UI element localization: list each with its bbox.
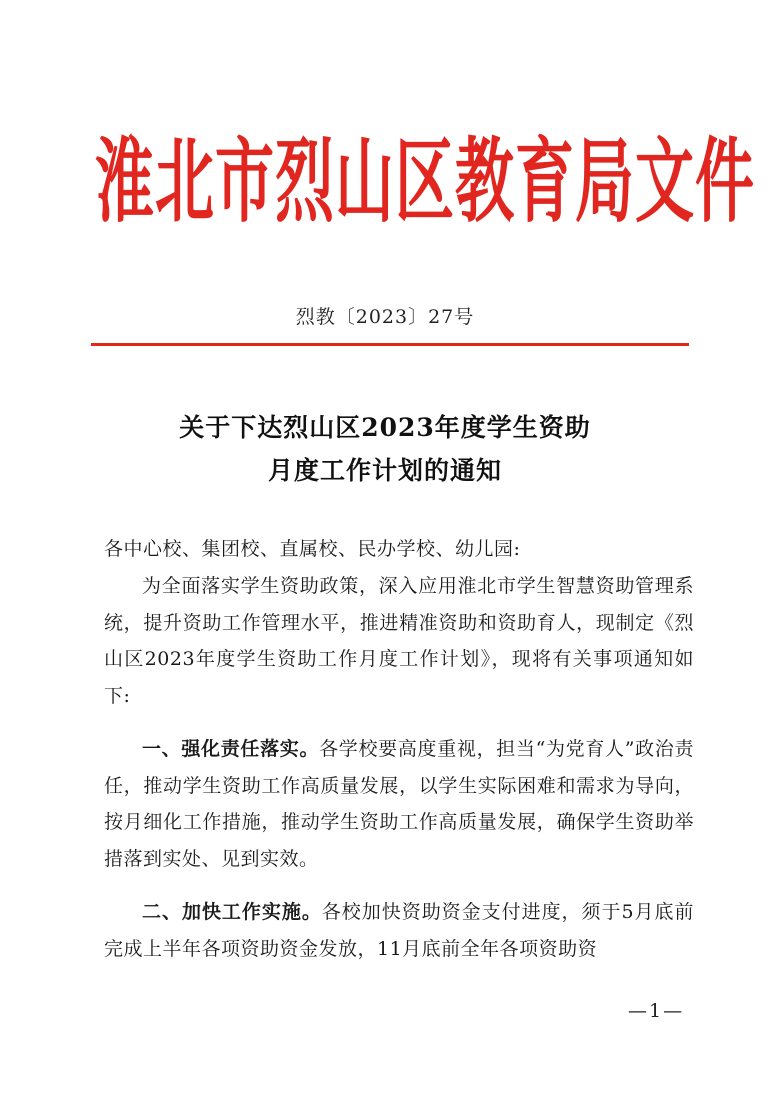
page-number: —1— [628, 1000, 685, 1022]
section-1-paragraph [104, 731, 694, 877]
notice-title-line-1: 关于下达烈山区2023年度学生资助 [179, 413, 591, 442]
notice-title-line-2: 月度工作计划的通知 [267, 456, 502, 485]
section-1-heading: 一、强化责任落实。 [142, 738, 320, 760]
intro-paragraph: 为全面落实学生资助政策，深入应用淮北市学生智慧资助管理系统，提升资助工作管理水平，推进精准资助和资助育人，现制定《烈山区2023年度学生资助工作月度工作计划》，现将有关事项通知如下: [104, 575, 694, 707]
red-divider-rule [91, 343, 689, 346]
document-masthead: 淮北市烈山区教育局文件 [95, 127, 756, 235]
document-number: 烈教〔2023〕27号 [295, 306, 475, 328]
section-1-body: 各学校要高度重视，担当“为党育人”政治责任，推动学生资助工作高质量发展，以学生实际困难和需求为导向，按月细化工作措施，推动学生资助工作高质量发展，确保学生资助举措落到实处、见到实效。 [104, 738, 694, 870]
salutation: 各中心校、集团校、直属校、民办学校、幼儿园: [104, 538, 521, 560]
section-2-heading: 二、加快工作实施。 [142, 901, 322, 923]
section-2-body: 各校加快资助资金支付进度，须于5月底前完成上半年各项资助资金发放，11月底前全年各项资助资 [104, 901, 694, 960]
section-2-paragraph [104, 894, 694, 967]
